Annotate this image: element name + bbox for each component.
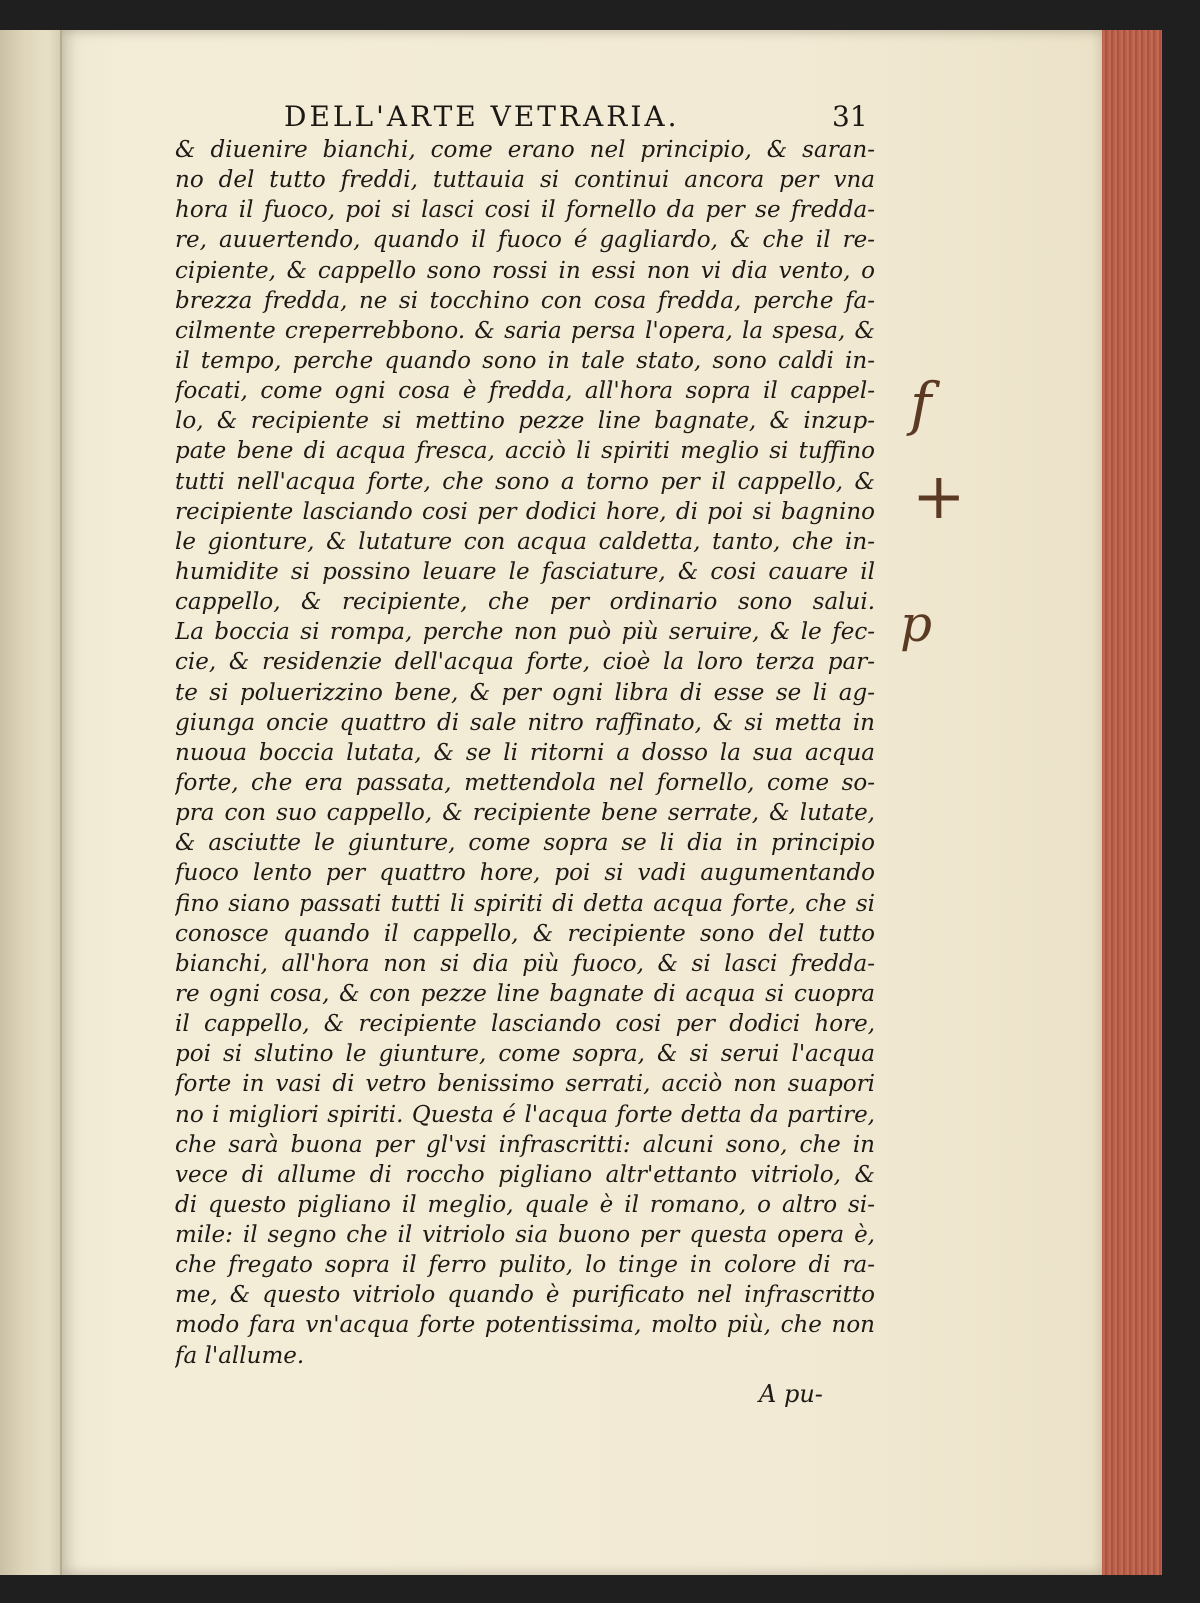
text-line: hora il fuoco, poi si lasci cosi il fornello da per se fredda- bbox=[175, 197, 875, 224]
text-line: cipiente, & cappello sono rossi in essi non vi dia vento, o bbox=[175, 257, 875, 284]
text-line: brezza fredda, ne si tocchino con cosa fredda, perche fa- bbox=[175, 287, 875, 314]
text-line: re, auuertendo, quando il fuoco é gagliardo, & che il re- bbox=[175, 227, 875, 254]
text-line: che fregato sopra il ferro pulito, lo tinge in colore di ra- bbox=[175, 1252, 875, 1279]
text-line: recipiente lasciando cosi per dodici hore, di poi si bagnino bbox=[175, 498, 875, 525]
text-line: mile: il segno che il vitriolo sia buono per questa opera è, bbox=[175, 1222, 875, 1249]
text-line: re ogni cosa, & con pezze line bagnate di acqua si cuopra bbox=[175, 980, 875, 1007]
text-line: cappello, & recipiente, che per ordinario sono salui. bbox=[175, 589, 875, 616]
margin-annotation: + bbox=[912, 460, 966, 534]
text-line: il cappello, & recipiente lasciando cosi per dodici hore, bbox=[175, 1011, 875, 1038]
text-line: giunga oncie quattro di sale nitro raffinato, & si metta in bbox=[175, 709, 875, 736]
text-line: lo, & recipiente si mettino pezze line bagnate, & inzup- bbox=[175, 408, 875, 435]
text-line: cie, & residenzie dell'acqua forte, cioè la loro terza par- bbox=[175, 649, 875, 676]
text-line: le gionture, & lutature con acqua caldetta, tanto, che in- bbox=[175, 528, 875, 555]
text-line: no i migliori spiriti. Questa é l'acqua forte detta da partire, bbox=[175, 1101, 875, 1128]
margin-annotation: p bbox=[900, 595, 933, 653]
text-line: vece di allume di roccho pigliano altr'ettanto vitriolo, & bbox=[175, 1161, 875, 1188]
text-line: bianchi, all'hora non si dia più fuoco, & si lasci fredda- bbox=[175, 950, 875, 977]
text-line: il tempo, perche quando sono in tale stato, sono caldi in- bbox=[175, 347, 875, 374]
text-line: pra con suo cappello, & recipiente bene serrate, & lutate, bbox=[175, 800, 875, 827]
text-line: fino siano passati tutti li spiriti di detta acqua forte, che si bbox=[175, 890, 875, 917]
running-head: DELL'ARTE VETRARIA. bbox=[284, 100, 680, 133]
catchword: A pu- bbox=[759, 1380, 823, 1408]
text-line: La boccia si rompa, perche non può più seruire, & le fec- bbox=[175, 619, 875, 646]
text-line: focati, come ogni cosa è fredda, all'hora sopra il cappel- bbox=[175, 378, 875, 405]
margin-annotation: f bbox=[910, 370, 932, 438]
text-line: modo fara vn'acqua forte potentissima, molto più, che non bbox=[175, 1312, 875, 1339]
book-page bbox=[62, 30, 1102, 1575]
body-text bbox=[175, 135, 875, 1371]
text-line: & diuenire bianchi, come erano nel principio, & saran- bbox=[175, 137, 875, 163]
text-line: poi si slutino le giunture, come sopra, & si serui l'acqua bbox=[175, 1041, 875, 1068]
left-page-edge bbox=[0, 30, 62, 1575]
text-line: te si poluerizzino bene, & per ogni libra di esse se li ag- bbox=[175, 679, 875, 706]
page-number: 31 bbox=[832, 100, 868, 133]
text-line: pate bene di acqua fresca, acciò li spiriti meglio si tuffino bbox=[175, 438, 875, 465]
text-line: humidite si possino leuare le fasciature, & cosi cauare il bbox=[175, 558, 875, 585]
text-line: no del tutto freddi, tuttauia si continui ancora per vna bbox=[175, 167, 875, 194]
text-line: fuoco lento per quattro hore, poi si vadi augumentando bbox=[175, 860, 875, 887]
text-line: che sarà buona per gl'vsi infrascritti: alcuni sono, che in bbox=[175, 1131, 875, 1158]
page-fore-edge bbox=[1100, 30, 1162, 1575]
text-line: forte in vasi di vetro benissimo serrati, acciò non suapori bbox=[175, 1071, 875, 1098]
text-line: me, & questo vitriolo quando è purificato nel infrascritto bbox=[175, 1282, 875, 1309]
text-line: conosce quando il cappello, & recipiente sono del tutto bbox=[175, 920, 875, 947]
text-line: fa l'allume. bbox=[175, 1342, 305, 1369]
text-line: nuoua boccia lutata, & se li ritorni a dosso la sua acqua bbox=[175, 739, 875, 766]
text-line: forte, che era passata, mettendola nel fornello, come so- bbox=[175, 769, 875, 796]
text-line: tutti nell'acqua forte, che sono a torno per il cappello, & bbox=[175, 468, 875, 495]
text-line: di questo pigliano il meglio, quale è il romano, o altro si- bbox=[175, 1191, 875, 1218]
text-line: cilmente creperrebbono. & saria persa l'opera, la spesa, & bbox=[175, 317, 875, 344]
text-line: & asciutte le giunture, come sopra se li dia in principio bbox=[175, 830, 875, 857]
